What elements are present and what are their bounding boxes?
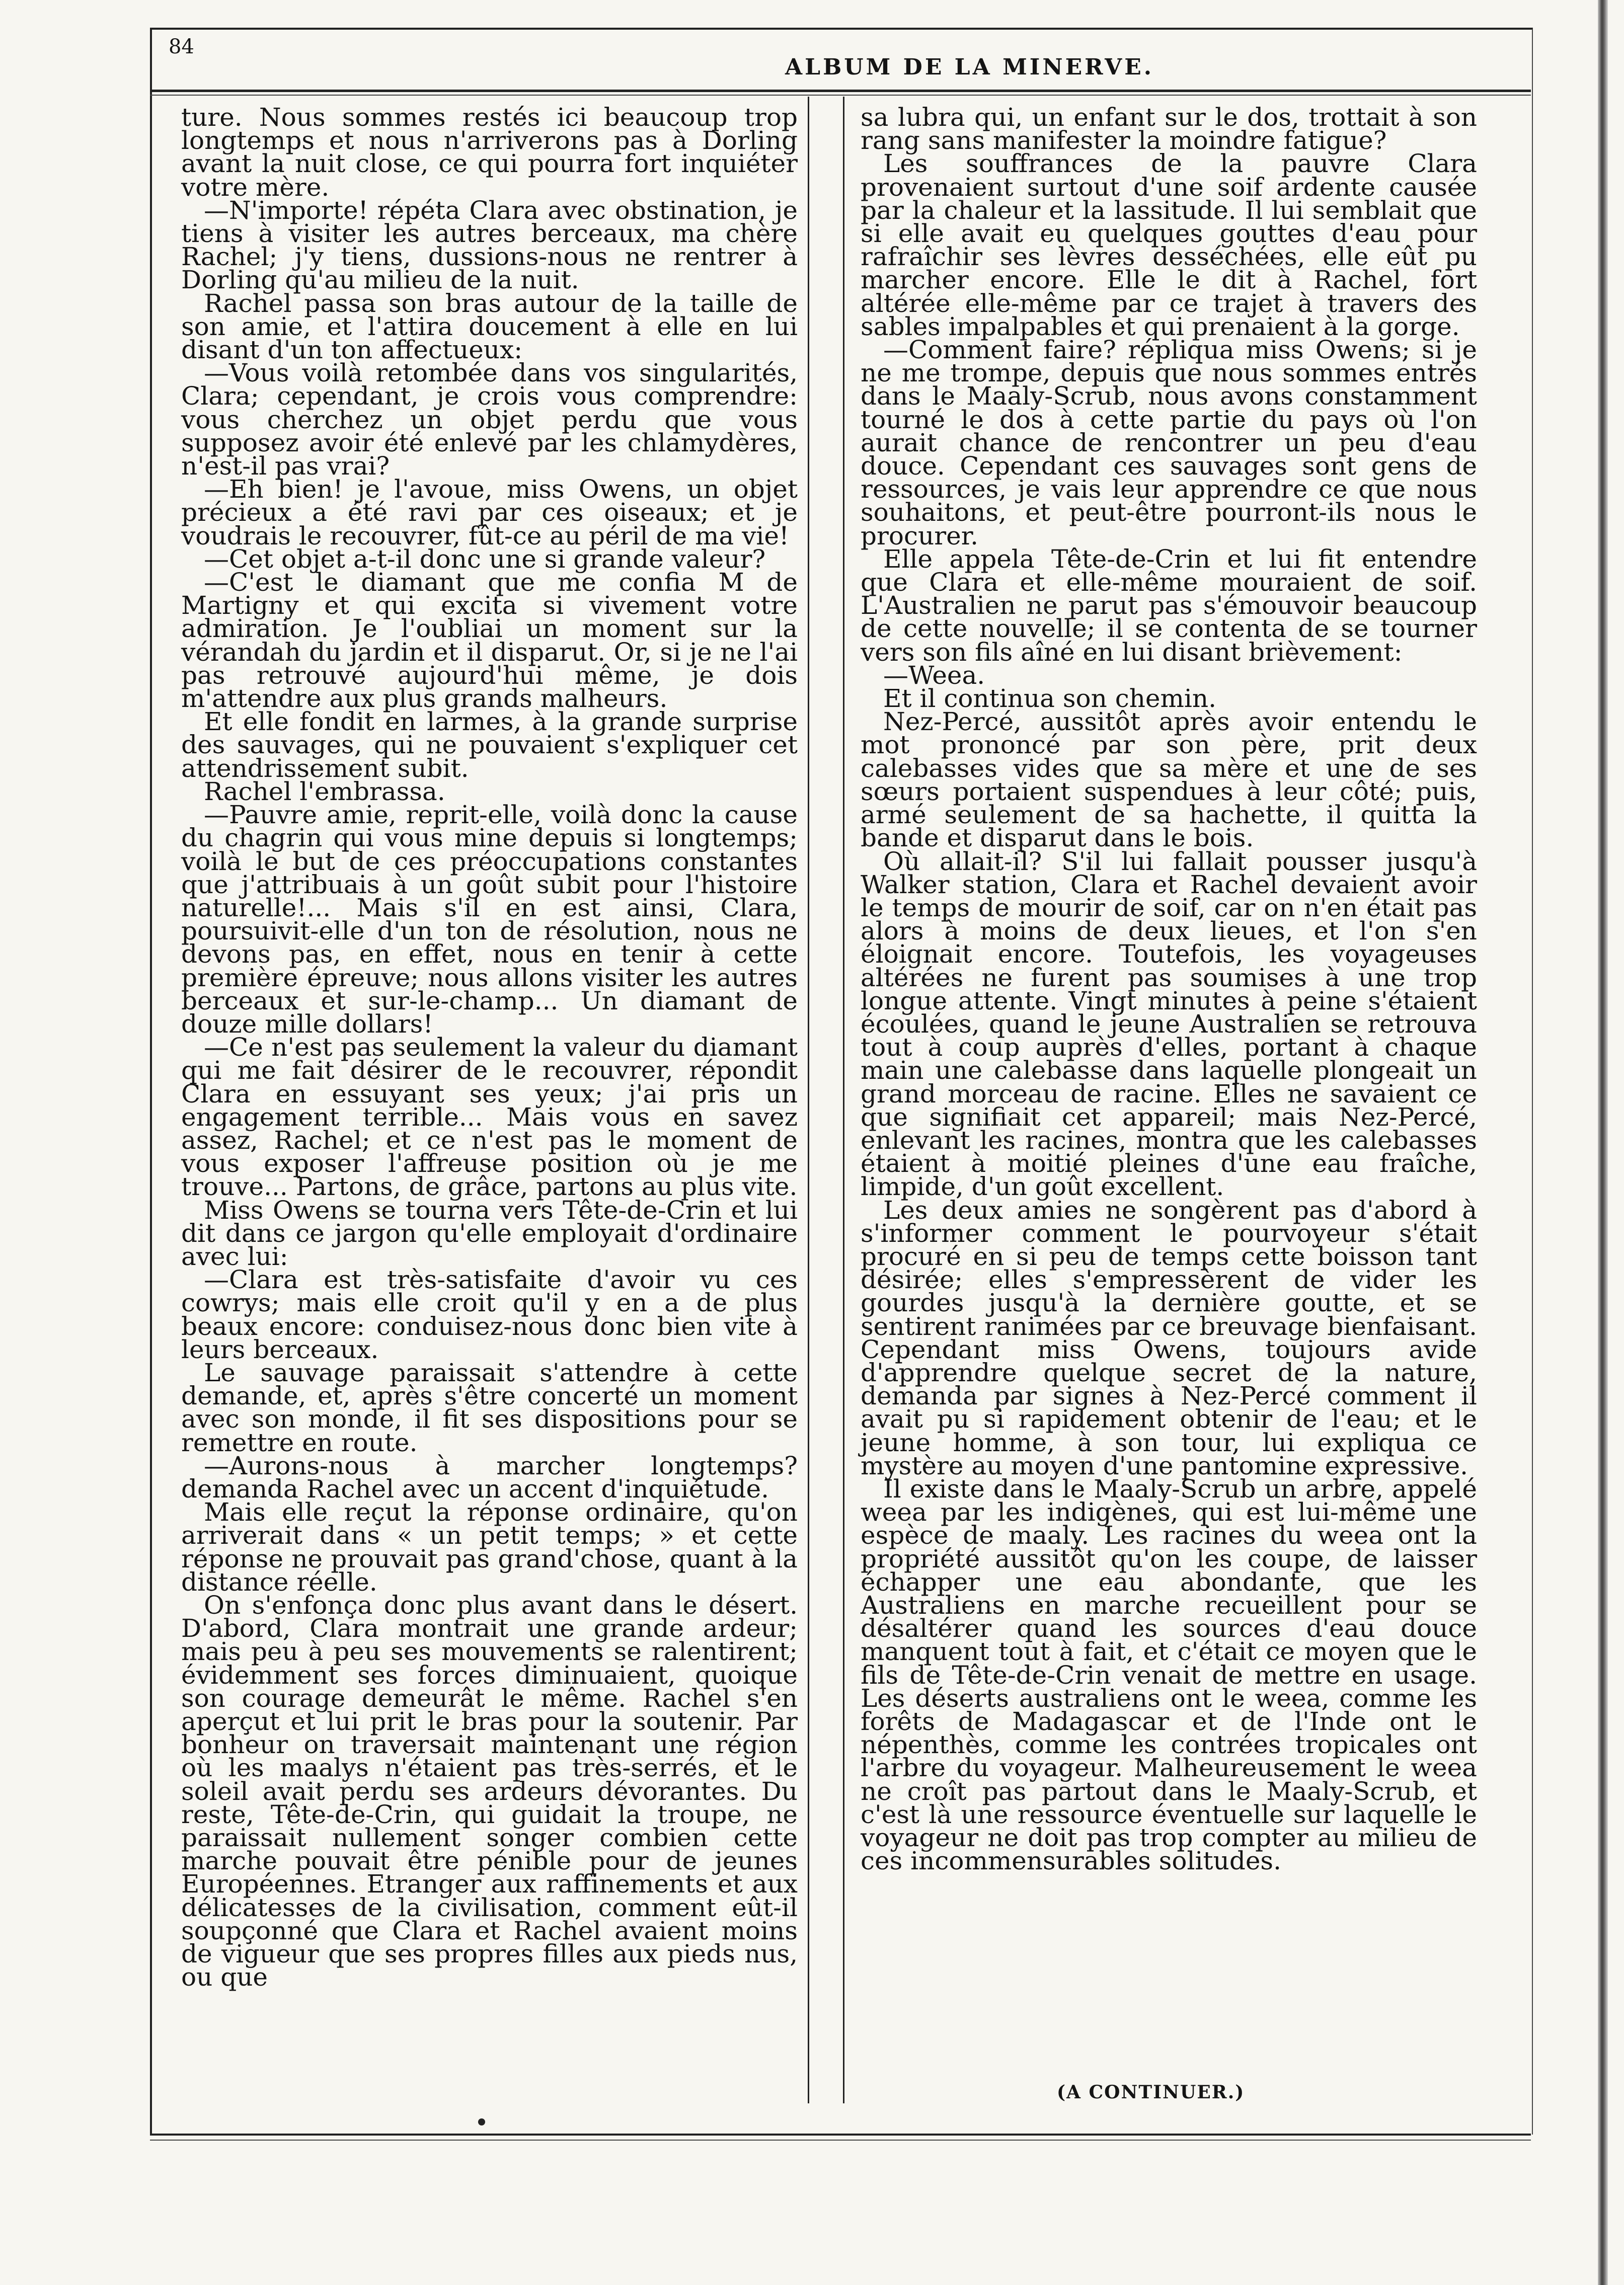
paragraph: Elle appela Tête-de-Crin et lui fit entendre que Clara et elle-même mouraient de soif. L'Australien ne parut pas s'émouvoir beaucoup de cette nouvelle; il se contenta de se tourner vers son fils aîné en lui disant brièvement: bbox=[861, 544, 1477, 667]
paragraph: sa lubra qui, un enfant sur le dos, trottait à son rang sans manifester la moindre fatigue? bbox=[861, 103, 1477, 155]
paragraph: —Weea. bbox=[883, 660, 985, 690]
paragraph: —Comment faire? répliqua miss Owens; si je ne me trompe, depuis que nous sommes entrés dans le Maaly-Scrub, nous avons constamment tourné le dos à cette partie du pays où l'on aurait chance de rencontrer un peu d'eau douce. Cependant ces sauvages sont gens de ressources, je vais leur apprendre ce que nous souhaitons, et peut-être pourront-ils nous le procurer. bbox=[861, 335, 1477, 550]
running-head: ALBUM DE LA MINERVE. bbox=[785, 54, 1154, 80]
paragraph: —Eh bien! je l'avoue, miss Owens, un objet précieux a été ravi par ces oiseaux; et je voudrais le recouvrer, fût-ce au péril de ma vie! bbox=[181, 475, 798, 550]
paragraph: Nez-Percé, aussitôt après avoir entendu le mot prononcé par son père, prit deux calebasses vides que sa mère et une de ses sœurs portaient suspendues à leur côté; puis, armé seulement de sa hachette, il quitta la bande et disparut dans le bois. bbox=[861, 707, 1477, 853]
paragraph: Rachel l'embrassa. bbox=[204, 776, 445, 806]
text-column-right bbox=[861, 103, 1477, 1876]
paragraph: Mais elle reçut la réponse ordinaire, qu'on arriverait dans « un petit temps; » et cette réponse ne prouvait pas grand'chose, quant à la distance réelle. bbox=[181, 1498, 798, 1597]
column-divider-right bbox=[843, 97, 844, 2103]
paragraph: Les deux amies ne songèrent pas d'abord à s'informer comment le pourvoyeur s'était procuré en si peu de temps cette boisson tant désirée; elles s'empressèrent de vider les gourdes jusqu'à la dernière goutte, et se sentirent ranimées par ce breuvage bienfaisant. Cependant miss Owens, toujours avide d'apprendre quelque secret de la nature, demanda par signes à Nez-Percé comment il avait pu si rapidement obtenir de l'eau; et le jeune homme, à son tour, lui expliqua ce mystère au moyen d'une pantomine expressive. bbox=[861, 1195, 1477, 1480]
paragraph: Les souffrances de la pauvre Clara provenaient surtout d'une soif ardente causée par la chaleur et la lassitude. Il lui semblait que si elle avait eu quelques gouttes d'eau pour rafraîchir ses lèvres desséchées, elle eût pu marcher encore. Elle le dit à Rachel, fort altérée elle-même par ce trajet à travers des sables impalpables et qui prenaient à la gorge. bbox=[861, 149, 1477, 341]
page-number: 84 bbox=[169, 35, 194, 58]
text-column-left bbox=[181, 103, 798, 1992]
paragraph: Et il continua son chemin. bbox=[883, 684, 1217, 714]
paragraph: —Vous voilà retombée dans vos singularités, Clara; cependant, je crois vous comprendre: vous cherchez un objet perdu que vous supposez avoir été enlevé par les chlamydères, n'est-il pas vrai? bbox=[181, 358, 798, 481]
continuation-note: (A CONTINUER.) bbox=[1057, 2082, 1245, 2103]
paragraph: —Cet objet a-t-il donc une si grande valeur? bbox=[204, 544, 766, 574]
paragraph: Miss Owens se tourna vers Tête-de-Crin et lui dit dans ce jargon qu'elle employait d'ordinaire avec lui: bbox=[181, 1195, 798, 1271]
column-divider-left bbox=[808, 97, 809, 2103]
paragraph: ture. Nous sommes restés ici beaucoup trop longtemps et nous n'arriverons pas à Dorling avant la nuit close, ce qui pourra fort inquiéter votre mère. bbox=[181, 103, 798, 202]
paragraph: —Ce n'est pas seulement la valeur du diamant qui me fait désirer de le recouvrer, répondit Clara en essuyant ses yeux; j'ai pris un engagement terrible... Mais vous en savez assez, Rachel; et ce n'est pas le moment de vous exposer l'affreuse position où je me trouve... Partons, de grâce, partons au plus vite. bbox=[181, 1033, 798, 1202]
footer-rule-thin bbox=[150, 2140, 1531, 2141]
paragraph: Le sauvage paraissait s'attendre à cette demande, et, après s'être concerté un moment avec son monde, il fit ses dispositions pour se remettre en route. bbox=[181, 1358, 798, 1457]
header-rule-thin bbox=[150, 95, 1531, 96]
ink-spot bbox=[478, 2118, 485, 2125]
paragraph: —Pauvre amie, reprit-elle, voilà donc la cause du chagrin qui vous mine depuis si longtemps; voilà le but de ces préoccupations constantes que j'attribuais à un goût subit pour l'histoire naturelle!... Mais s'il en est ainsi, Clara, poursuivit-elle d'un ton de résolution, nous ne devons pas, en effet, nous en tenir à cette première épreuve; nous allons visiter les autres berceaux et sur-le-champ... Un diamant de douze mille dollars! bbox=[181, 800, 798, 1039]
paragraph: Rachel passa son bras autour de la taille de son amie, et l'attira doucement à elle en lui disant d'un ton affectueux: bbox=[181, 288, 798, 365]
paragraph: Et elle fondit en larmes, à la grande surprise des sauvages, qui ne pouvaient s'expliquer cet attendrissement subit. bbox=[181, 707, 798, 783]
page-edge-shadow bbox=[1598, 0, 1608, 2285]
footer-rule bbox=[150, 2134, 1531, 2136]
paragraph: Où allait-il? S'il lui fallait pousser jusqu'à Walker station, Clara et Rachel devaient avoir le temps de mourir de soif, car on n'en était pas alors à moins de deux lieues, et l'on s'en éloignait encore. Toutefois, les voyageuses altérées ne furent pas soumises à une trop longue attente. Vingt minutes à peine s'étaient écoulées, quand le jeune Australien se retrouva tout à coup auprès d'elles, portant à chaque main une calebasse dans laquelle plongeait un grand morceau de racine. Elles ne savaient ce que signifiait cet appareil; mais Nez-Percé, enlevant les racines, montra que les calebasses étaient à moitié pleines d'une eau fraîche, limpide, d'un goût excellent. bbox=[861, 846, 1477, 1202]
header-rule bbox=[150, 90, 1531, 92]
paragraph: —Clara est très-satisfaite d'avoir vu ces cowrys; mais elle croit qu'il y en a de plus beaux encore: conduisez-nous donc bien vite à leurs berceaux. bbox=[181, 1265, 798, 1364]
paragraph: On s'enfonça donc plus avant dans le désert. D'abord, Clara montrait une grande ardeur; mais peu à peu ses mouvements se ralentirent; évidemment ses forces diminuaient, quoique son courage demeurât le même. Rachel s'en aperçut et lui prit le bras pour la soutenir. Par bonheur on traversait maintenant une région où les maalys n'étaient pas très-serrés, et le soleil avait perdu ses ardeurs dévorantes. Du reste, Tête-de-Crin, qui guidait la troupe, ne paraissait nullement songer combien cette marche pouvait être pénible pour de jeunes Européennes. Etranger aux raffinements et aux délicatesses de la civilisation, comment eût-il soupçonné que Clara et Rachel avaient moins de vigueur que ses propres filles aux pieds nus, ou que bbox=[181, 1591, 798, 1992]
paragraph: —Aurons-nous à marcher longtemps? demanda Rachel avec un accent d'inquiétude. bbox=[181, 1451, 798, 1504]
paragraph: —C'est le diamant que me confia M de Martigny et qui excita si vivement votre admiration. Je l'oubliai un moment sur la vérandah du jardin et il disparut. Or, si je ne l'ai pas retrouvé aujourd'hui même, je dois m'attendre aux plus grands malheurs. bbox=[181, 568, 798, 714]
paragraph: Il existe dans le Maaly-Scrub un arbre, appelé weea par les indigènes, qui est lui-même une espèce de maaly. Les racines du weea ont la propriété aussitôt qu'on les coupe, de laisser échapper une eau abondante, que les Australiens en marche recueillent pour se désaltérer quand les sources d'eau douce manquent tout à fait, et c'était ce moyen que le fils de Tête-de-Crin venait de mettre en usage. Les déserts australiens ont le weea, comme les forêts de Madagascar et de l'Inde ont le népenthès, comme les contrées tropicales ont l'arbre du voyageur. Malheureusement le weea ne croît pas partout dans le Maaly-Scrub, et c'est là une ressource éventuelle sur laquelle le voyageur ne doit pas trop compter au milieu de ces incommensurables solitudes. bbox=[861, 1474, 1477, 1876]
paragraph: —N'importe! répéta Clara avec obstination, je tiens à visiter les autres berceaux, ma chère Rachel; j'y tiens, dussions-nous ne rentrer à Dorling qu'au milieu de la nuit. bbox=[181, 195, 798, 295]
